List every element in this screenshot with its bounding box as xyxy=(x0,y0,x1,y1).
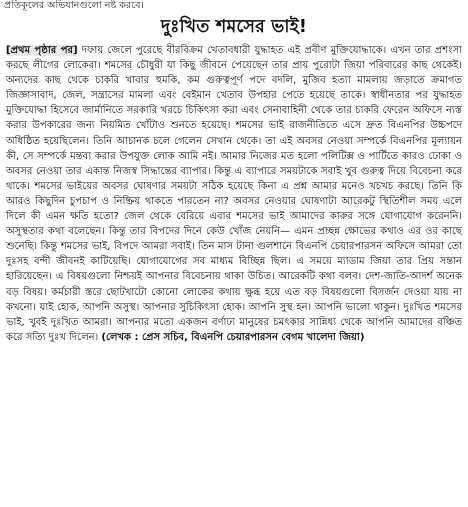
article-body xyxy=(6,43,462,345)
article-body-text: দফায় জেলে পুরেছে বীরবিক্রম খেতাবধারী যুদ্ধাহত এই প্রবীণ মুক্তিযোদ্ধাকে। এখন তার প্রশংসা করছে লীগের লোকেরা। শমসের চৌধুরী যা কিছু জীবনে পেয়েছেন তার প্রায় পুরোটা জিয়া পরিবারের কাছ থেকেই। অন্যদের কাছ থেকে চাকরি খাবার হুমকি, কম গুরুত্বপূর্ণ পদে বদলি, মুজিব হত্যা মামলায় জড়াতে ক্রমাগত জিজ্ঞাসাবাদ, জেল, সন্ত্রাসের মামলা এবং বেইমান খেতাব উপহার পেতে হয়েছে তাকে। স্বাধীনতার পর যুদ্ধাহত মুক্তিযোদ্ধা হিসেবে জার্মানিতে সরকারি খরচে চিকিৎসা করা এবং সেনাবাহিনী থেকে তার চাকরি ফেরেন অফিসে ন্যস্ত করার উপকারের জন্য নিয়মিত খোঁটাও শুনতে হয়েছে। শমসের ভাই রাজনীতিতে এসে দ্রুত বিএনপির উচ্চপদে অধিষ্ঠিত হয়েছিলেন। তিনি আচানক চলে গেলেন সেখান থেকে। তা এই অবসর নেওয়া সম্পর্কে বিএনপির মূল্যায়ন কী, সে সম্পর্কে মন্তব্য করার উপযুক্ত লোক আমি নই। আমার নিজের মত হলো পলিটিক্স ও পার্টিতে কারও ঢোকা ও অবসর নেওয়া তার একান্ত নিজস্ব সিদ্ধান্তের ব্যাপার। কিন্তু এ ব্যাপারে সময়টাকে সবাই খুব গুরুত্ব দিয়ে বিবেচনা করে থাকে। শমসের ভাইয়ের অবসর ঘোষণার সময়টা সঠিক হয়েছে কিনা এ প্রশ্ন আমার মনেও খচখচ করছে। তিনি কি আরও কিছুদিন চুপচাপ ও নিষ্ক্রিয় থাকতে পারতেন না? অবসর নেওয়ার ঘোষণাটা আরেকটু স্থিতিশীল সময় এলে দিলে কী এমন ক্ষতি হতো? জেল থেকে বেরিয়ে এবার শমসের ভাই আমাদের কারুর সঙ্গে যোগাযোগ করেননি। অসুস্থতার কথা বলেছেন। কিন্তু তার বিপদের দিনে কেউ খোঁজ নেয়নি— এমন প্রচ্ছন্ন ক্ষোভের কথাও এর ওর কাছে শুনেছি। কিন্তু শমসের ভাই, বিপদে আমরা সবাই। তিন মাস টানা গুলশানে বিএনপি চেয়ারপারসন অফিসে আমরা তো দুঃসহ বন্দী জীবনই কাটিয়েছি। যোগাযোগের সব মাধ্যম বিচ্ছিন্ন ছিল। এ সময়ে ম্যাডাম জিয়া তার প্রিয় সন্তান হারিয়েছেন। এ বিষয়গুলো নিশ্চয়ই আপনার বিবেচনায় থাকা উচিত। আরেকটি কথা বলব। দেশ-জাতি-আদর্শ অনেক বড় বিষয়। কর্মচারী স্তরে ছোটখাটো কোনো লোকের কথায় ক্ষুব্ধ হয়ে এত বড় বিষয়গুলো বিসর্জন দেওয়া যায় না কখনো। যাই হোক, আপনি অসুস্থ। আপনার সুচিকিৎসা হোক। আপনি সুস্থ হন। আপনি ভালো থাকুন। দুঃখিত শমসের ভাই, খুবই দুঃখিত আমরা। আপনার মতো একজন বর্ণাঢ্য মানুষের চমৎকার সান্নিধ্য থেকে আপনি আমাদের বঞ্চিত করে সত্যি দুঃখ দিলেন। xyxy=(6,45,463,343)
continuation-label: [প্রথম পৃষ্ঠার পর] xyxy=(6,45,78,56)
previous-article-fragment: প্রতিকূলের অভিযানগুলো নষ্ট করবে। xyxy=(4,0,144,11)
article-headline: দুঃখিত শমসের ভাই! xyxy=(160,17,308,37)
author-note: (লেখক : প্রেস সচিব, বিএনপি চেয়ারপারসন বেগম খালেদা জিয়া) xyxy=(101,331,365,343)
